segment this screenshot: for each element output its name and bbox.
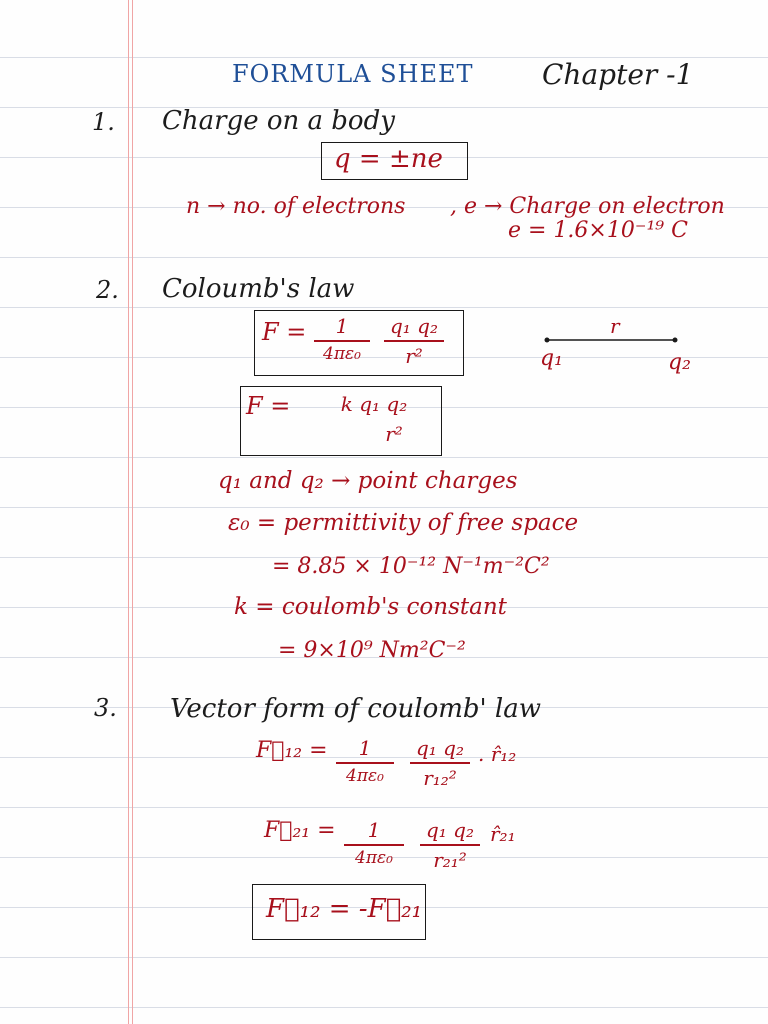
charge-formula: q = ±ne: [334, 144, 443, 174]
fraction-bar: [326, 418, 422, 420]
point-charges-note: q₁ and q₂ → point charges: [218, 468, 518, 494]
fraction-bar: [420, 844, 480, 846]
fraction-numerator: 1: [335, 314, 349, 338]
diagram-charge-1: q₁: [540, 346, 563, 371]
fraction-bar: [344, 844, 404, 846]
diagram-charge-2: q₂: [668, 350, 691, 375]
newton-third-law-formula: F⃗₁₂ = -F⃗₂₁: [266, 894, 423, 924]
permittivity-note: ε₀ = permittivity of free space: [228, 510, 579, 536]
coulomb-constant-fraction: [314, 314, 370, 364]
fraction-denominator: r₁₂²: [423, 765, 457, 790]
fraction-bar: [410, 762, 470, 764]
page-margin-line: [128, 0, 129, 1024]
fraction-bar: [314, 340, 370, 342]
fraction-numerator: k q₁ q₂: [340, 392, 408, 416]
section-2-number: 2.: [96, 276, 119, 304]
vector-f21-unit: r̂₂₁: [490, 822, 516, 846]
fraction-denominator: r²: [385, 421, 403, 446]
fraction-denominator: r₂₁²: [433, 847, 467, 872]
vector-f21-constant-fraction: [344, 818, 404, 868]
section-2-heading: Coloumb's law: [162, 274, 355, 304]
chapter-label: Chapter -1: [542, 58, 694, 91]
fraction-numerator: 1: [358, 736, 372, 760]
note-electron-count: n → no. of electrons: [186, 194, 406, 219]
coulomb-constant-note: k = coulomb's constant: [234, 594, 507, 620]
fraction-numerator: q₁ q₂: [426, 818, 474, 842]
vector-f21-charges-fraction: [420, 818, 480, 872]
vector-f12-charges-fraction: [410, 736, 470, 790]
coulomb-constant-value: = 9×10⁹ Nm²C⁻²: [278, 638, 466, 663]
section-1-number: 1.: [92, 108, 115, 136]
fraction-denominator: 4πε₀: [355, 847, 393, 868]
fraction-denominator: r²: [405, 343, 423, 368]
permittivity-value: = 8.85 × 10⁻¹² N⁻¹m⁻²C²: [272, 554, 550, 579]
coulomb-k-fraction: [326, 392, 422, 446]
note-electron-charge: , e → Charge on electron: [450, 194, 725, 219]
coulomb-k-f-label: F =: [246, 392, 291, 420]
diagram-distance-label: r: [610, 314, 620, 338]
coulomb-f-label: F =: [262, 318, 307, 346]
fraction-bar: [336, 762, 394, 764]
vector-f12-constant-fraction: [336, 736, 394, 786]
page-margin-line-inner: [132, 0, 133, 1024]
page-title: FORMULA SHEET: [232, 60, 474, 88]
section-3-number: 3.: [94, 694, 117, 722]
vector-f21-label: F⃗₂₁ =: [264, 818, 336, 843]
fraction-bar: [384, 340, 444, 342]
fraction-denominator: 4πε₀: [323, 343, 361, 364]
vector-f12-label: F⃗₁₂ =: [256, 738, 328, 763]
electron-charge-value: e = 1.6×10⁻¹⁹ C: [508, 218, 688, 243]
coulomb-charges-fraction: [384, 314, 444, 368]
fraction-numerator: q₁ q₂: [416, 736, 464, 760]
fraction-numerator: 1: [367, 818, 381, 842]
vector-f12-unit: . r̂₁₂: [478, 742, 517, 766]
fraction-numerator: q₁ q₂: [390, 314, 438, 338]
section-1-heading: Charge on a body: [162, 106, 395, 136]
section-3-heading: Vector form of coulomb' law: [170, 694, 542, 724]
fraction-denominator: 4πε₀: [346, 765, 384, 786]
